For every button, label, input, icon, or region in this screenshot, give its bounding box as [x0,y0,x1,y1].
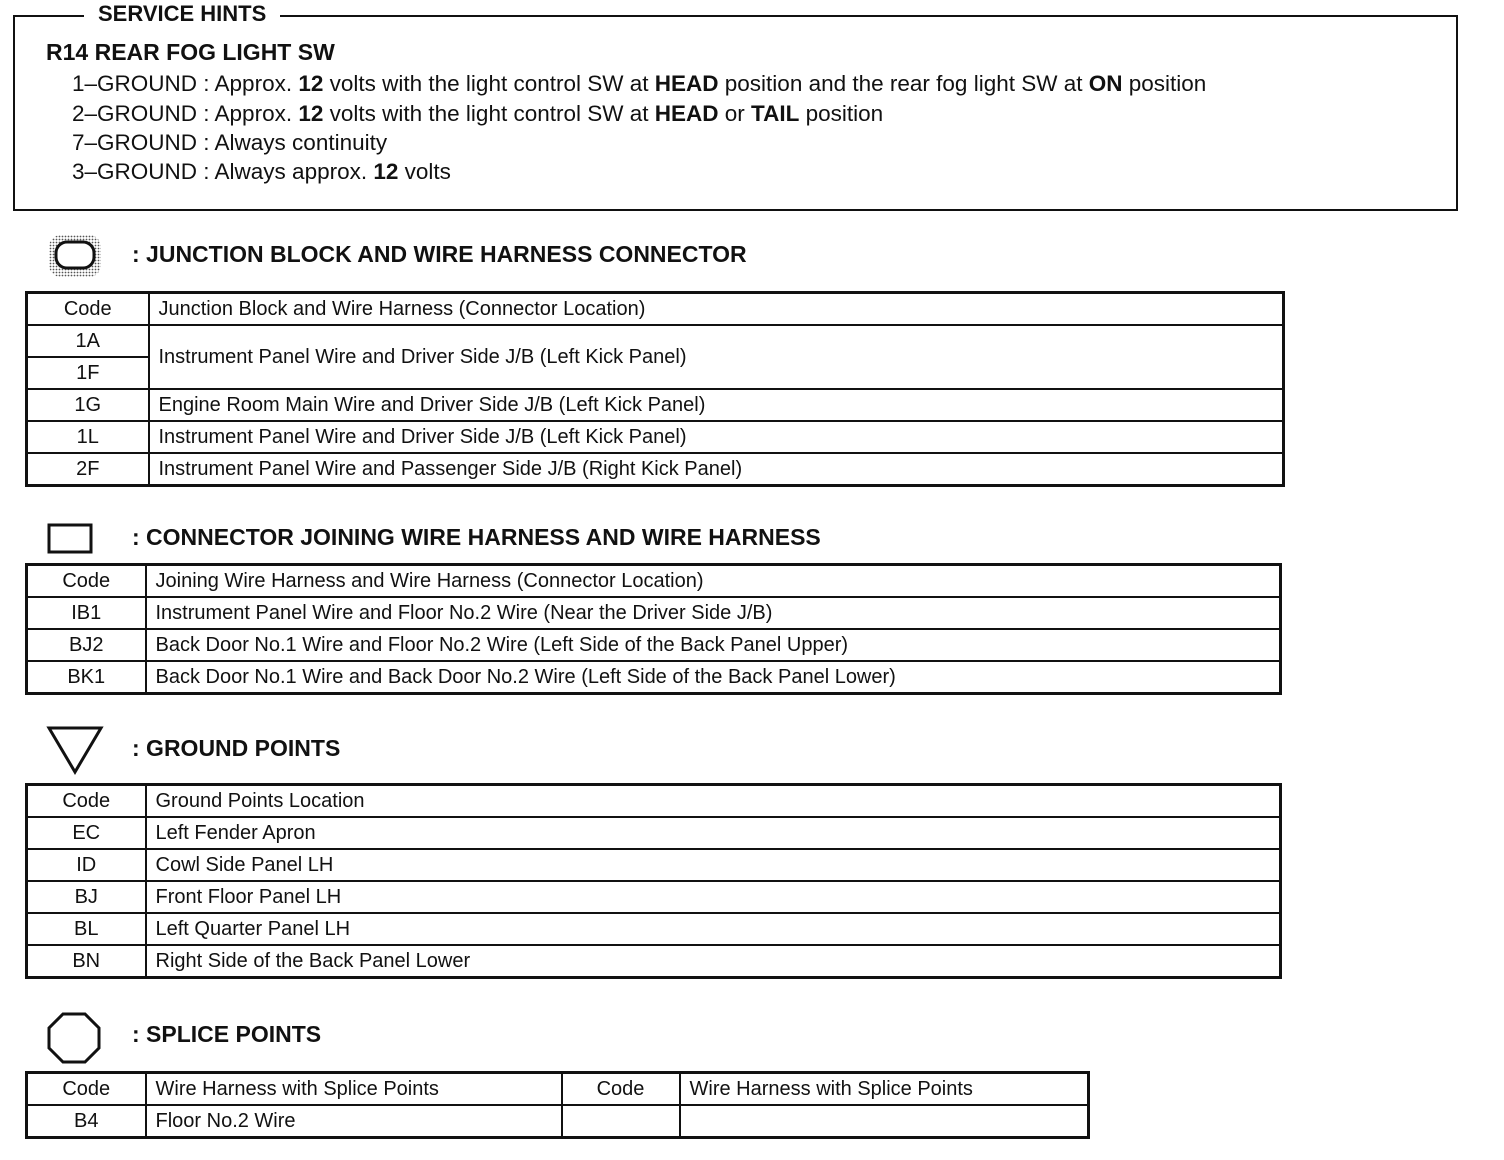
table-row [27,913,1281,945]
connector-square-icon [46,518,96,558]
row-desc: Instrument Panel Wire and Passenger Side J/B (Right Kick Panel) [149,453,1284,486]
table-header-row [27,565,1281,598]
row-code: B4 [27,1105,146,1138]
splice-table [25,1071,1090,1139]
table-row [27,881,1281,913]
table-row [27,597,1281,629]
table-header-row [27,1073,1089,1106]
hint-line-1: 1–GROUND : Approx. 12 volts with the light control SW at HEAD position and the rear fog light SW at ON position [72,71,1207,96]
row-desc: Cowl Side Panel LH [146,849,1281,881]
table-row [27,629,1281,661]
row-desc: Instrument Panel Wire and Driver Side J/B (Left Kick Panel) [149,421,1284,453]
ground-triangle-icon [46,724,108,776]
junction-block-icon [46,232,106,280]
service-hints-title: R14 REAR FOG LIGHT SW [46,39,335,65]
service-hints-legend: SERVICE HINTS [84,1,280,27]
row-desc: Engine Room Main Wire and Driver Side J/B (Left Kick Panel) [149,389,1284,421]
table-row [27,325,1284,357]
row-desc: Left Quarter Panel LH [146,913,1281,945]
table-row [27,945,1281,978]
table-header-row [27,785,1281,818]
table-row [27,453,1284,486]
row-code: 1F [27,357,149,389]
header-desc: Junction Block and Wire Harness (Connector Location) [149,293,1284,326]
table-row [27,661,1281,694]
table-row [27,849,1281,881]
row-desc: Instrument Panel Wire and Floor No.2 Wire (Near the Driver Side J/B) [146,597,1281,629]
row-code: BJ [27,881,146,913]
table-row [27,817,1281,849]
ground-table [25,783,1282,979]
row-desc: Back Door No.1 Wire and Floor No.2 Wire (Left Side of the Back Panel Upper) [146,629,1281,661]
header-code: Code [27,1073,146,1106]
row-code: BK1 [27,661,146,694]
junction-section-title: : JUNCTION BLOCK AND WIRE HARNESS CONNECTOR [132,241,747,267]
header-code: Code [27,293,149,326]
row-code: BN [27,945,146,978]
junction-table [25,291,1285,487]
row-code [562,1105,680,1138]
row-code: ID [27,849,146,881]
row-code: EC [27,817,146,849]
header-code: Code [27,785,146,818]
connector-table [25,563,1282,695]
header-desc: Wire Harness with Splice Points [146,1073,562,1106]
header-code: Code [562,1073,680,1106]
row-code: 1G [27,389,149,421]
row-desc: Left Fender Apron [146,817,1281,849]
splice-octagon-icon [46,1011,106,1065]
table-row [27,421,1284,453]
row-code: BL [27,913,146,945]
row-code: 1L [27,421,149,453]
row-desc: Back Door No.1 Wire and Back Door No.2 Wire (Left Side of the Back Panel Lower) [146,661,1281,694]
row-code: IB1 [27,597,146,629]
row-desc [680,1105,1089,1138]
row-desc: Floor No.2 Wire [146,1105,562,1138]
table-header-row [27,293,1284,326]
row-desc: Instrument Panel Wire and Driver Side J/B (Left Kick Panel) [149,325,1284,389]
header-desc: Wire Harness with Splice Points [680,1073,1089,1106]
row-code: 1A [27,325,149,357]
splice-section-title: : SPLICE POINTS [132,1021,322,1047]
table-row [27,1105,1089,1138]
row-desc: Front Floor Panel LH [146,881,1281,913]
row-code: BJ2 [27,629,146,661]
row-code: 2F [27,453,149,486]
hint-line-4: 3–GROUND : Always approx. 12 volts [72,159,451,184]
ground-section-title: : GROUND POINTS [132,735,341,761]
row-desc: Right Side of the Back Panel Lower [146,945,1281,978]
connector-section-title: : CONNECTOR JOINING WIRE HARNESS AND WIRE HARNESS [132,524,821,550]
header-desc: Ground Points Location [146,785,1281,818]
hint-line-2: 2–GROUND : Approx. 12 volts with the light control SW at HEAD or TAIL position [72,101,884,126]
header-code: Code [27,565,146,598]
hint-line-3: 7–GROUND : Always continuity [72,130,388,155]
table-row [27,389,1284,421]
header-desc: Joining Wire Harness and Wire Harness (Connector Location) [146,565,1281,598]
